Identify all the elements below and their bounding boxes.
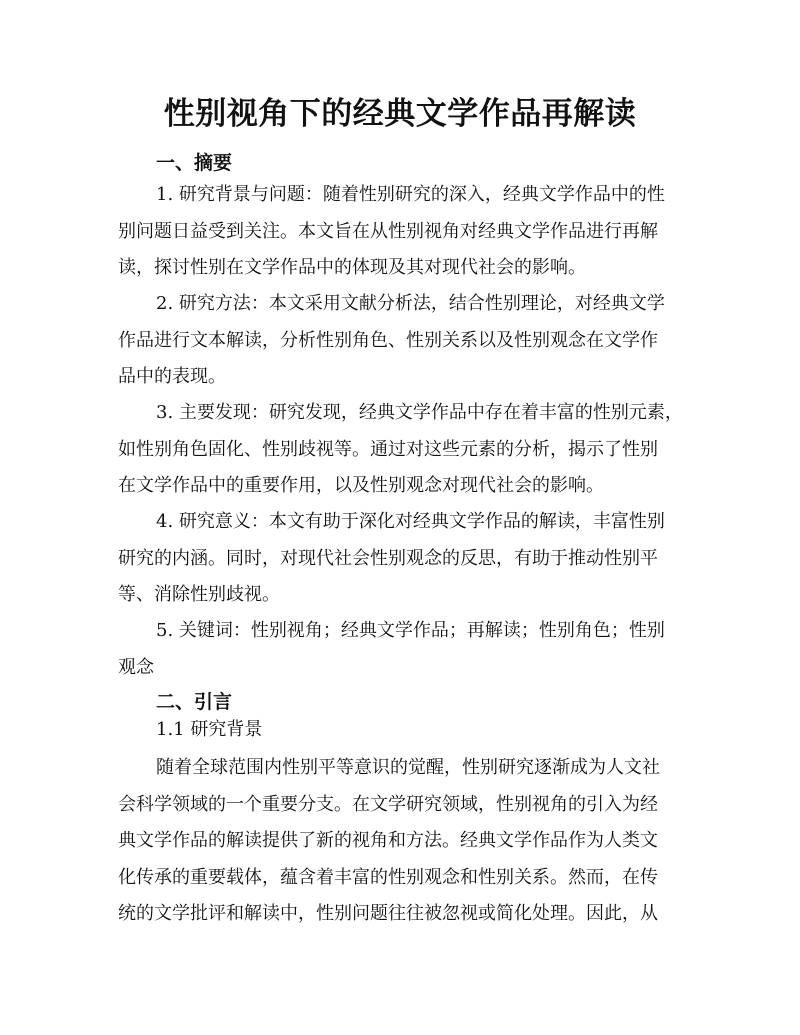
paragraph-5-keywords: [118, 613, 678, 686]
paragraph-line: 随着全球范围内性别平等意识的觉醒，性别研究逐渐成为人文社: [156, 757, 660, 778]
paragraph-line: 作品进行文本解读，分析性别角色、性别关系以及性别观念在文学作: [118, 329, 658, 351]
paragraph-line: 在文学作品中的重要作用，以及性别观念对现代社会的影响。: [118, 475, 604, 496]
paragraph-line: 5. 关键词：性别视角；经典文学作品；再解读；性别角色；性别: [156, 620, 665, 641]
paragraph-line: 典文学作品的解读提供了新的视角和方法。经典文学作品作为人类文: [118, 830, 658, 851]
paragraph-line: 品中的表现。: [118, 366, 226, 387]
paragraph-line: 统的文学批评和解读中，性别问题往往被忽视或简化处理。因此，从: [118, 903, 658, 924]
paragraph-3: [118, 395, 683, 505]
section-heading-introduction: 二、引言: [156, 691, 233, 713]
paragraph-line: 化传承的重要载体，蕴含着丰富的性别观念和性别关系。然而，在传: [118, 866, 658, 888]
paragraph-line: 等、消除性别歧视。: [118, 584, 280, 605]
section-heading-abstract: 一、摘要: [156, 152, 233, 174]
paragraph-line: 4. 研究意义：本文有助于深化对经典文学作品的解读，丰富性别: [156, 511, 665, 532]
paragraph-line: 3. 主要发现：研究发现，经典文学作品中存在着丰富的性别元素，: [156, 402, 683, 423]
paragraph-line: 如性别角色固化、性别歧视等。通过对这些元素的分析，揭示了性别: [118, 438, 658, 460]
paragraph-line: 1. 研究背景与问题：随着性别研究的深入，经典文学作品中的性: [156, 184, 665, 205]
paragraph-line: 观念: [118, 656, 154, 678]
paragraph-line: 2. 研究方法：本文采用文献分析法，结合性别理论，对经典文学: [156, 293, 665, 314]
paragraph-line: 别问题日益受到关注。本文旨在从性别视角对经典文学作品进行再解: [118, 220, 658, 242]
document-title: 性别视角下的经典文学作品再解读: [163, 96, 637, 132]
paragraph-line: 会科学领域的一个重要分支。在文学研究领域，性别视角的引入为经: [118, 793, 658, 815]
paragraph-4: [118, 504, 678, 614]
paragraph-2: [118, 286, 678, 396]
paragraph-background: [118, 750, 678, 933]
paragraph-line: 研究的内涵。同时，对现代社会性别观念的反思，有助于推动性别平: [118, 547, 658, 569]
paragraph-1: [118, 177, 678, 287]
subsection-heading-background: 1.1 研究背景: [156, 719, 263, 740]
paragraph-line: 读，探讨性别在文学作品中的体现及其对现代社会的影响。: [118, 257, 586, 278]
